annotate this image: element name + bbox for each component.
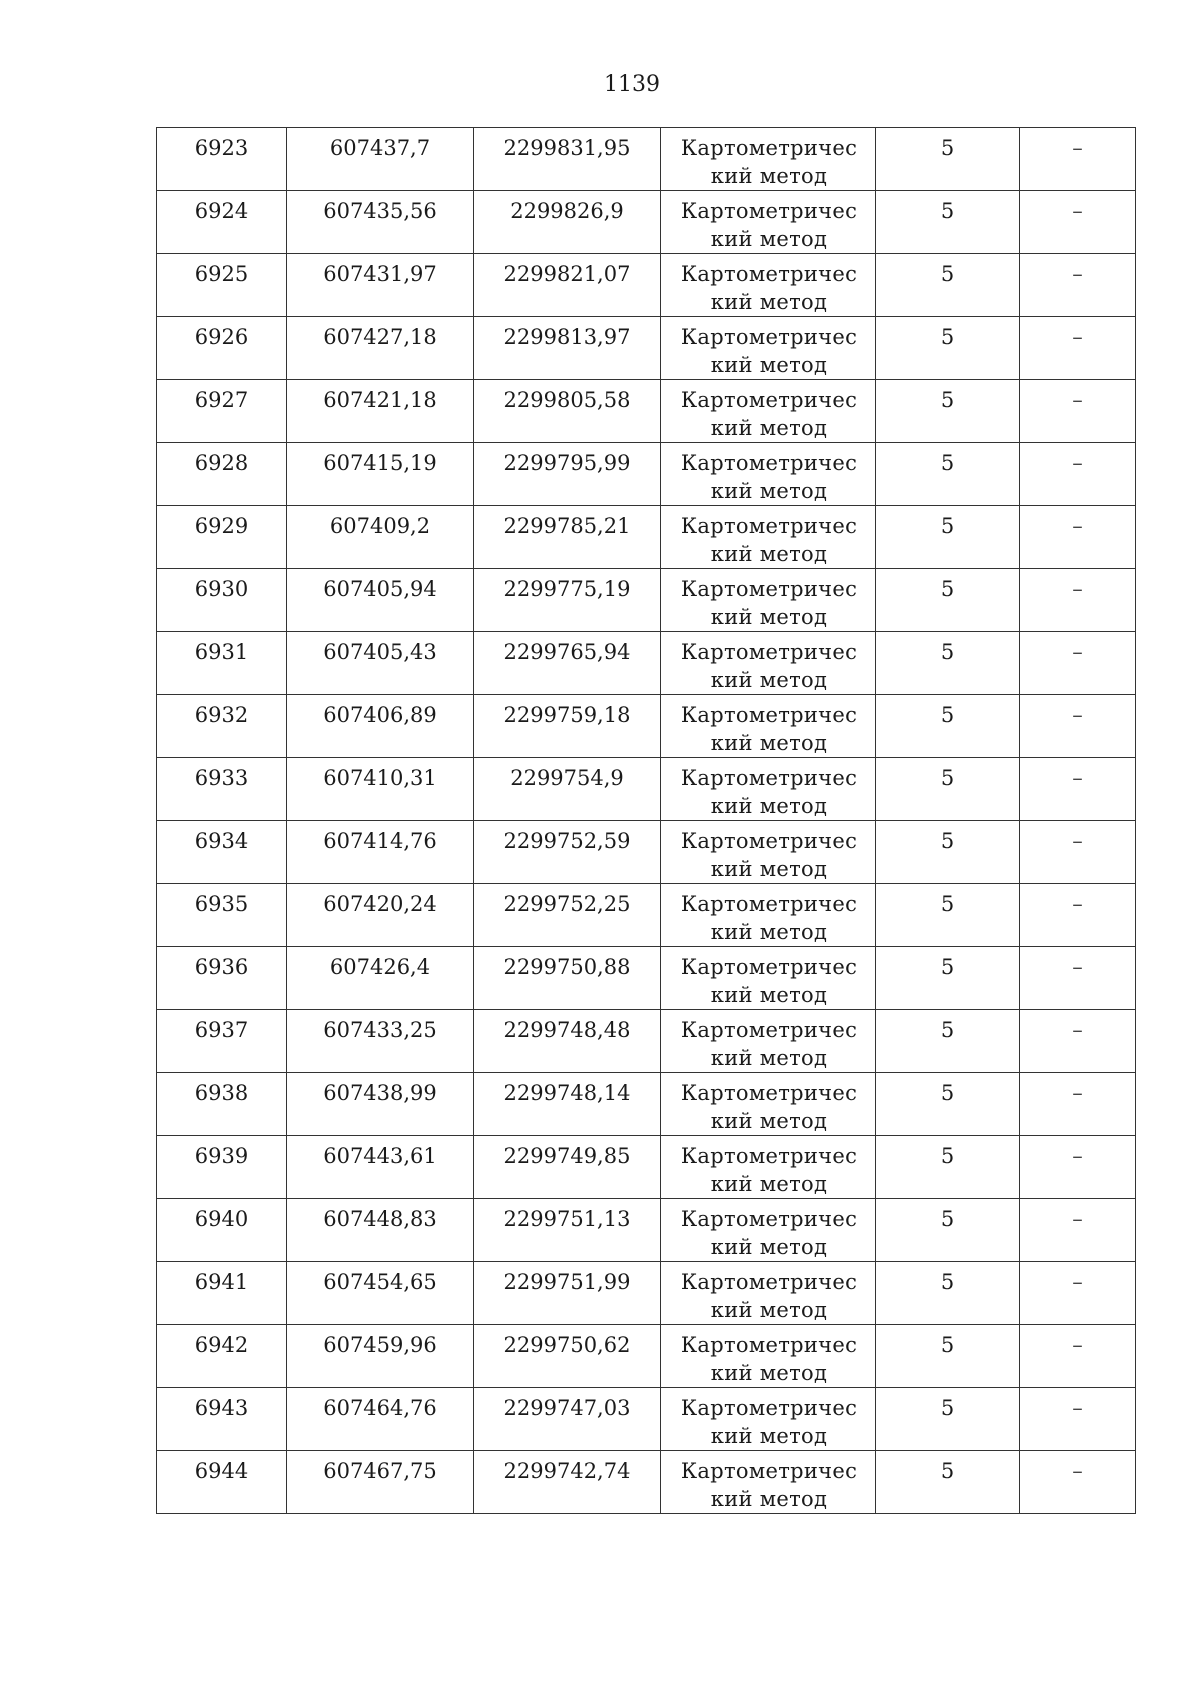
accuracy-cell: 5 <box>876 947 1020 1010</box>
method-cell: Картометрический метод <box>661 632 876 695</box>
method-cell: Картометрический метод <box>661 443 876 506</box>
y-coordinate-cell: 2299750,62 <box>474 1325 661 1388</box>
y-coordinate-cell: 2299821,07 <box>474 254 661 317</box>
y-coordinate-cell: 2299826,9 <box>474 191 661 254</box>
x-coordinate-cell: 607448,83 <box>287 1199 474 1262</box>
y-coordinate-cell: 2299752,59 <box>474 821 661 884</box>
table-row <box>157 128 1136 191</box>
y-coordinate-cell: 2299813,97 <box>474 317 661 380</box>
note-cell: – <box>1020 1325 1136 1388</box>
table-row <box>157 317 1136 380</box>
x-coordinate-cell: 607415,19 <box>287 443 474 506</box>
point-number-cell: 6937 <box>157 1010 287 1073</box>
y-coordinate-cell: 2299775,19 <box>474 569 661 632</box>
x-coordinate-cell: 607454,65 <box>287 1262 474 1325</box>
point-number-cell: 6935 <box>157 884 287 947</box>
point-number-cell: 6932 <box>157 695 287 758</box>
x-coordinate-cell: 607438,99 <box>287 1073 474 1136</box>
note-cell: – <box>1020 695 1136 758</box>
note-cell: – <box>1020 884 1136 947</box>
y-coordinate-cell: 2299748,14 <box>474 1073 661 1136</box>
table-row <box>157 1262 1136 1325</box>
accuracy-cell: 5 <box>876 506 1020 569</box>
point-number-cell: 6930 <box>157 569 287 632</box>
table-row <box>157 1010 1136 1073</box>
point-number-cell: 6926 <box>157 317 287 380</box>
point-number-cell: 6925 <box>157 254 287 317</box>
x-coordinate-cell: 607405,94 <box>287 569 474 632</box>
accuracy-cell: 5 <box>876 128 1020 191</box>
note-cell: – <box>1020 758 1136 821</box>
y-coordinate-cell: 2299752,25 <box>474 884 661 947</box>
table-row <box>157 632 1136 695</box>
table-row <box>157 1199 1136 1262</box>
table-row <box>157 884 1136 947</box>
method-cell: Картометрический метод <box>661 695 876 758</box>
table-row <box>157 506 1136 569</box>
x-coordinate-cell: 607437,7 <box>287 128 474 191</box>
y-coordinate-cell: 2299751,99 <box>474 1262 661 1325</box>
y-coordinate-cell: 2299795,99 <box>474 443 661 506</box>
accuracy-cell: 5 <box>876 1388 1020 1451</box>
note-cell: – <box>1020 1388 1136 1451</box>
x-coordinate-cell: 607464,76 <box>287 1388 474 1451</box>
method-cell: Картометрический метод <box>661 1325 876 1388</box>
point-number-cell: 6929 <box>157 506 287 569</box>
y-coordinate-cell: 2299759,18 <box>474 695 661 758</box>
accuracy-cell: 5 <box>876 317 1020 380</box>
y-coordinate-cell: 2299751,13 <box>474 1199 661 1262</box>
method-cell: Картометрический метод <box>661 1388 876 1451</box>
y-coordinate-cell: 2299749,85 <box>474 1136 661 1199</box>
point-number-cell: 6933 <box>157 758 287 821</box>
accuracy-cell: 5 <box>876 1073 1020 1136</box>
method-cell: Картометрический метод <box>661 758 876 821</box>
method-cell: Картометрический метод <box>661 569 876 632</box>
coordinates-table-body <box>157 128 1136 1514</box>
table-row <box>157 1073 1136 1136</box>
point-number-cell: 6924 <box>157 191 287 254</box>
y-coordinate-cell: 2299831,95 <box>474 128 661 191</box>
x-coordinate-cell: 607435,56 <box>287 191 474 254</box>
method-cell: Картометрический метод <box>661 884 876 947</box>
note-cell: – <box>1020 443 1136 506</box>
method-cell: Картометрический метод <box>661 1262 876 1325</box>
point-number-cell: 6940 <box>157 1199 287 1262</box>
x-coordinate-cell: 607421,18 <box>287 380 474 443</box>
x-coordinate-cell: 607443,61 <box>287 1136 474 1199</box>
x-coordinate-cell: 607433,25 <box>287 1010 474 1073</box>
note-cell: – <box>1020 1451 1136 1514</box>
method-cell: Картометрический метод <box>661 1073 876 1136</box>
x-coordinate-cell: 607427,18 <box>287 317 474 380</box>
x-coordinate-cell: 607426,4 <box>287 947 474 1010</box>
y-coordinate-cell: 2299754,9 <box>474 758 661 821</box>
note-cell: – <box>1020 632 1136 695</box>
note-cell: – <box>1020 1199 1136 1262</box>
note-cell: – <box>1020 1136 1136 1199</box>
accuracy-cell: 5 <box>876 758 1020 821</box>
note-cell: – <box>1020 317 1136 380</box>
x-coordinate-cell: 607420,24 <box>287 884 474 947</box>
x-coordinate-cell: 607459,96 <box>287 1325 474 1388</box>
method-cell: Картометрический метод <box>661 947 876 1010</box>
note-cell: – <box>1020 128 1136 191</box>
method-cell: Картометрический метод <box>661 821 876 884</box>
table-row <box>157 569 1136 632</box>
point-number-cell: 6928 <box>157 443 287 506</box>
point-number-cell: 6934 <box>157 821 287 884</box>
method-cell: Картометрический метод <box>661 380 876 443</box>
note-cell: – <box>1020 380 1136 443</box>
note-cell: – <box>1020 254 1136 317</box>
x-coordinate-cell: 607409,2 <box>287 506 474 569</box>
table-row <box>157 443 1136 506</box>
accuracy-cell: 5 <box>876 1199 1020 1262</box>
point-number-cell: 6931 <box>157 632 287 695</box>
x-coordinate-cell: 607431,97 <box>287 254 474 317</box>
x-coordinate-cell: 607467,75 <box>287 1451 474 1514</box>
method-cell: Картометрический метод <box>661 1199 876 1262</box>
coordinates-table <box>156 127 1136 1514</box>
method-cell: Картометрический метод <box>661 1136 876 1199</box>
accuracy-cell: 5 <box>876 632 1020 695</box>
table-row <box>157 821 1136 884</box>
point-number-cell: 6927 <box>157 380 287 443</box>
table-row <box>157 1325 1136 1388</box>
y-coordinate-cell: 2299748,48 <box>474 1010 661 1073</box>
note-cell: – <box>1020 1262 1136 1325</box>
point-number-cell: 6939 <box>157 1136 287 1199</box>
accuracy-cell: 5 <box>876 884 1020 947</box>
point-number-cell: 6923 <box>157 128 287 191</box>
accuracy-cell: 5 <box>876 1262 1020 1325</box>
accuracy-cell: 5 <box>876 1136 1020 1199</box>
method-cell: Картометрический метод <box>661 506 876 569</box>
method-cell: Картометрический метод <box>661 254 876 317</box>
point-number-cell: 6936 <box>157 947 287 1010</box>
method-cell: Картометрический метод <box>661 191 876 254</box>
accuracy-cell: 5 <box>876 569 1020 632</box>
x-coordinate-cell: 607406,89 <box>287 695 474 758</box>
y-coordinate-cell: 2299742,74 <box>474 1451 661 1514</box>
y-coordinate-cell: 2299785,21 <box>474 506 661 569</box>
table-row <box>157 380 1136 443</box>
y-coordinate-cell: 2299747,03 <box>474 1388 661 1451</box>
point-number-cell: 6938 <box>157 1073 287 1136</box>
accuracy-cell: 5 <box>876 443 1020 506</box>
point-number-cell: 6942 <box>157 1325 287 1388</box>
note-cell: – <box>1020 569 1136 632</box>
table-row <box>157 947 1136 1010</box>
x-coordinate-cell: 607405,43 <box>287 632 474 695</box>
y-coordinate-cell: 2299765,94 <box>474 632 661 695</box>
accuracy-cell: 5 <box>876 695 1020 758</box>
accuracy-cell: 5 <box>876 380 1020 443</box>
accuracy-cell: 5 <box>876 191 1020 254</box>
note-cell: – <box>1020 191 1136 254</box>
table-row <box>157 191 1136 254</box>
accuracy-cell: 5 <box>876 1010 1020 1073</box>
note-cell: – <box>1020 821 1136 884</box>
point-number-cell: 6944 <box>157 1451 287 1514</box>
table-row <box>157 254 1136 317</box>
accuracy-cell: 5 <box>876 254 1020 317</box>
x-coordinate-cell: 607414,76 <box>287 821 474 884</box>
x-coordinate-cell: 607410,31 <box>287 758 474 821</box>
y-coordinate-cell: 2299750,88 <box>474 947 661 1010</box>
method-cell: Картометрический метод <box>661 317 876 380</box>
accuracy-cell: 5 <box>876 1325 1020 1388</box>
table-row <box>157 695 1136 758</box>
table-row <box>157 1136 1136 1199</box>
point-number-cell: 6941 <box>157 1262 287 1325</box>
page-number: 1139 <box>604 72 660 97</box>
note-cell: – <box>1020 947 1136 1010</box>
table-row <box>157 758 1136 821</box>
accuracy-cell: 5 <box>876 1451 1020 1514</box>
method-cell: Картометрический метод <box>661 128 876 191</box>
table-row <box>157 1451 1136 1514</box>
y-coordinate-cell: 2299805,58 <box>474 380 661 443</box>
note-cell: – <box>1020 1010 1136 1073</box>
accuracy-cell: 5 <box>876 821 1020 884</box>
note-cell: – <box>1020 506 1136 569</box>
table-row <box>157 1388 1136 1451</box>
point-number-cell: 6943 <box>157 1388 287 1451</box>
method-cell: Картометрический метод <box>661 1010 876 1073</box>
method-cell: Картометрический метод <box>661 1451 876 1514</box>
note-cell: – <box>1020 1073 1136 1136</box>
